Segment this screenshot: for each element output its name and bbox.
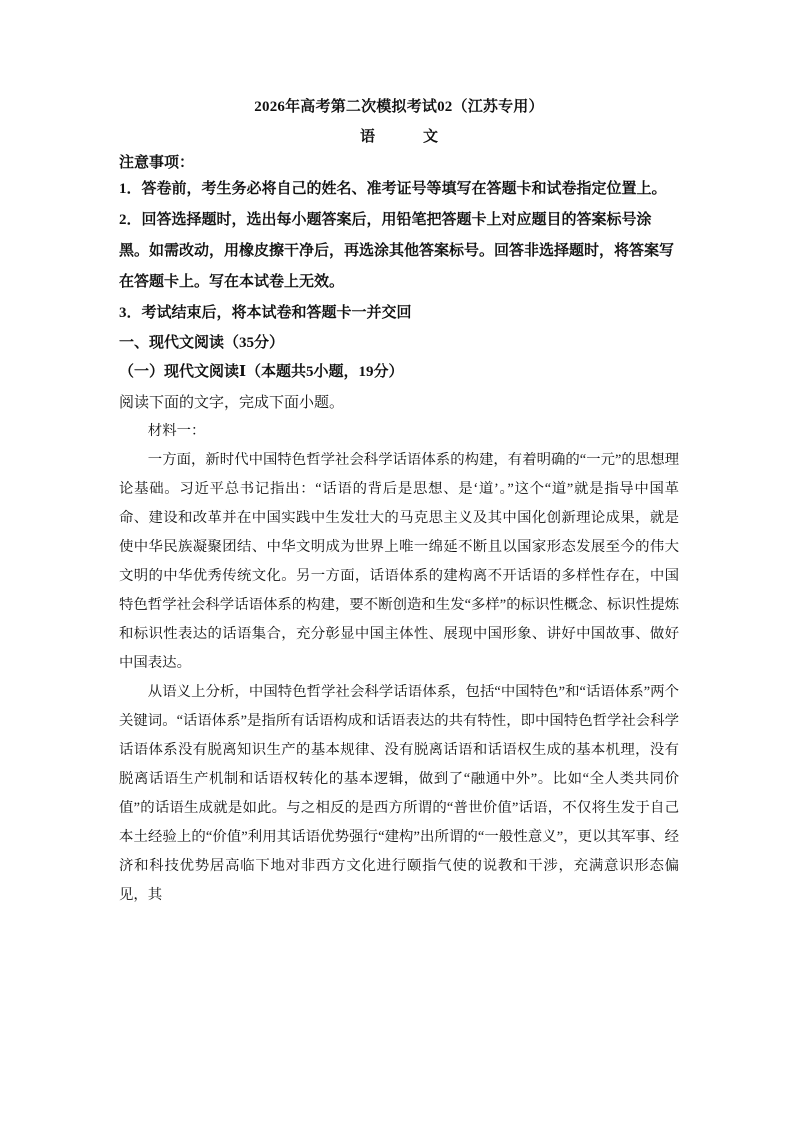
notice-item-3: 3．考试结束后，将本试卷和答题卡一并交回 — [119, 305, 412, 321]
notice-item-2: 2．回答选择题时，选出每小题答案后，用铅笔把答题卡上对应题目的答案标号涂黑。如需改动，用橡皮擦干净后，再选涂其他答案标号。回答非选择题时，将答案写在答题卡上。写在本试卷上无效。 — [119, 212, 675, 290]
exam-title: 2026年高考第二次模拟考试02（江苏专用） — [254, 99, 544, 115]
section-title: 一、现代文阅读（35分） — [119, 335, 285, 351]
reading-instruction: 阅读下面的文字，完成下面小题。 — [119, 393, 345, 411]
material-label: 材料一： — [147, 423, 206, 439]
paragraph-2: 从语义上分析，中国特色哲学社会科学话语体系，包括“中国特色”和“话语体系”两个关键词。“话语体系”是指所有话语构成和话语表达的共有特性，即中国特色哲学社会科学话语体系没有脱离知识生产的基本规律、没有脱离话语和话语权生成的基本机理，没有脱离话语生产机制和话语权转化的基本逻辑，做到了“融通中外”。比如“全人类共同价值”的话语生成就是如此。与之相反的是西方所谓的“普世价值”话语，不仅将生发于自己本土经验上的“价值”利用其话语优势强行“建构”出所谓的“一般性意义”，更以其军事、经济和科技优势居高临下地对非西方文化进行颐指气使的说教和干涉，充满意识形态偏见，其 — [119, 684, 679, 903]
paragraph-1: 一方面，新时代中国特色哲学社会科学话语体系的构建，有着明确的“一元”的思想理论基础。习近平总书记指出：“话语的背后是思想、是‘道’。”这个“道”就是指导中国革命、建设和改革并在中国实践中生发壮大的马克思主义及其中国化创新理论成果，就是使中华民族凝聚团结、中华文明成为世界上唯一绵延不断且以国家形态发展至今的伟大文明的中华优秀传统文化。另一方面，话语体系的建构离不开话语的多样性存在，中国特色哲学社会科学话语体系的构建，要不断创造和生发“多样”的标识性概念、标识性提炼和标识性表达的话语集合，充分彰显中国主体性、展现中国形象、讲好中国故事、做好中国表达。 — [119, 452, 679, 671]
page-content — [119, 96, 679, 910]
notice-item-1: 1．答卷前，考生务必将自己的姓名、准考证号等填写在答题卡和试卷指定位置上。 — [119, 181, 667, 197]
notice-heading: 注意事项： — [119, 155, 195, 171]
subject-title: 语文 — [359, 129, 486, 145]
subsection-title: （一）现代文阅读Ⅰ（本题共5小题，19分） — [119, 364, 404, 380]
